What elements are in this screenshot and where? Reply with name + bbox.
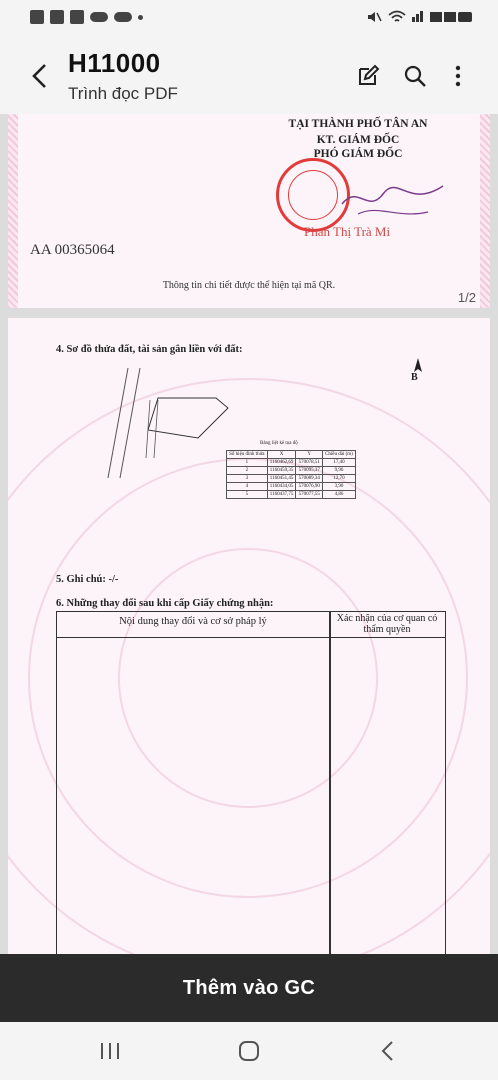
issuing-office: TẠI THÀNH PHỐ TÂN AN bbox=[288, 118, 428, 130]
table-row bbox=[227, 475, 356, 483]
coord-cell: 9,96 bbox=[322, 467, 355, 475]
edit-button[interactable] bbox=[352, 60, 384, 92]
recent-apps-icon bbox=[99, 1041, 121, 1061]
coord-cell: 3 bbox=[227, 475, 268, 483]
battery-and-signal-icon bbox=[430, 10, 474, 24]
coord-cell: 2 bbox=[227, 467, 268, 475]
signer-role: KT. GIÁM ĐỐC bbox=[316, 134, 400, 146]
coord-cell: 17,40 bbox=[322, 459, 355, 467]
pdf-page-2[interactable] bbox=[8, 318, 490, 958]
coord-cell: 570089,34 bbox=[296, 475, 322, 483]
signer-name: Phan Thị Trà Mi bbox=[304, 224, 391, 239]
cloud-icon bbox=[114, 12, 132, 22]
app-subtitle: Trình đọc PDF bbox=[68, 84, 178, 103]
coord-cell: 1160462,69 bbox=[267, 459, 296, 467]
table-row bbox=[227, 467, 356, 475]
image-icon bbox=[70, 10, 84, 24]
add-to-button[interactable] bbox=[0, 954, 498, 1022]
coord-header: Số hiệu đỉnh thửa bbox=[227, 451, 268, 459]
north-arrow-icon bbox=[413, 358, 423, 374]
more-notifications-dot bbox=[138, 15, 143, 20]
coord-cell: 1160451,45 bbox=[267, 475, 296, 483]
system-nav-bar bbox=[0, 1022, 498, 1080]
page-border bbox=[8, 114, 18, 308]
system-indicators bbox=[366, 9, 474, 25]
cloud-icon bbox=[90, 12, 108, 22]
coord-cell: 570078,51 bbox=[296, 459, 322, 467]
changes-table-header bbox=[57, 612, 445, 638]
pdf-page-1[interactable] bbox=[8, 114, 490, 308]
section-5-heading: 5. Ghi chú: -/- bbox=[56, 574, 119, 585]
coord-header: Chiều dài (m) bbox=[322, 451, 355, 459]
coord-cell: 1160437,75 bbox=[267, 491, 296, 499]
page-number: 1/2 bbox=[457, 290, 476, 305]
qr-note: Thông tin chi tiết được thể hiện tại mã QR. bbox=[162, 280, 336, 291]
recent-apps-button[interactable] bbox=[90, 1034, 130, 1068]
coord-header: X bbox=[267, 451, 296, 459]
search-icon bbox=[403, 64, 427, 88]
app-bar bbox=[0, 38, 498, 114]
coord-cell: 4,86 bbox=[322, 491, 355, 499]
back-icon bbox=[380, 1040, 396, 1062]
home-icon bbox=[238, 1040, 260, 1062]
parcel-sketch bbox=[88, 358, 238, 478]
more-options-button[interactable] bbox=[442, 60, 474, 92]
table-row bbox=[227, 491, 356, 499]
coord-cell: 570077,55 bbox=[296, 491, 322, 499]
back-button[interactable] bbox=[22, 58, 58, 94]
coord-cell: 570095,37 bbox=[296, 467, 322, 475]
coord-cell: 3,90 bbox=[322, 483, 355, 491]
document-title: H11000 bbox=[68, 48, 161, 78]
more-vert-icon bbox=[455, 65, 461, 87]
certificate-serial: AA 00365064 bbox=[30, 242, 115, 258]
table-row bbox=[227, 483, 356, 491]
signal-bars-icon bbox=[412, 9, 424, 25]
signer-title: PHÓ GIÁM ĐỐC bbox=[313, 148, 403, 160]
changes-col-confirmation: Xác nhận của cơ quan có thẩm quyền bbox=[336, 613, 438, 635]
signature bbox=[338, 174, 448, 224]
section-4-heading: 4. Sơ đồ thửa đất, tài sản gắn liền với đất: bbox=[56, 344, 243, 355]
search-button[interactable] bbox=[399, 60, 431, 92]
mute-icon bbox=[366, 10, 382, 24]
changes-col-content: Nội dung thay đổi và cơ sở pháp lý bbox=[119, 616, 267, 627]
coord-cell: 12,70 bbox=[322, 475, 355, 483]
back-arrow-icon bbox=[31, 63, 49, 89]
coord-table-caption: Bảng liệt kê tọa độ bbox=[260, 441, 298, 446]
section-6-heading: 6. Những thay đổi sau khi cấp Giấy chứng nhận: bbox=[56, 598, 274, 609]
coord-cell: 5 bbox=[227, 491, 268, 499]
add-to-button-label: Thêm vào GC bbox=[182, 976, 316, 999]
notification-icons bbox=[30, 10, 143, 24]
north-label: B bbox=[411, 372, 418, 383]
wifi-icon bbox=[388, 10, 406, 24]
changes-table bbox=[56, 611, 446, 958]
coordinate-table bbox=[226, 450, 356, 499]
coord-cell: 1160434,05 bbox=[267, 483, 296, 491]
table-row bbox=[227, 459, 356, 467]
coord-cell: 1160459,35 bbox=[267, 467, 296, 475]
app-notification-icon bbox=[30, 10, 44, 24]
home-button[interactable] bbox=[229, 1034, 269, 1068]
system-back-button[interactable] bbox=[368, 1034, 408, 1068]
coord-header: Y bbox=[296, 451, 322, 459]
table-divider bbox=[329, 612, 331, 958]
coord-cell: 4 bbox=[227, 483, 268, 491]
edit-icon bbox=[356, 64, 380, 88]
gallery-icon bbox=[50, 10, 64, 24]
status-bar bbox=[0, 0, 498, 38]
page-border bbox=[480, 114, 490, 308]
coord-cell: 1 bbox=[227, 459, 268, 467]
coord-cell: 570076,90 bbox=[296, 483, 322, 491]
